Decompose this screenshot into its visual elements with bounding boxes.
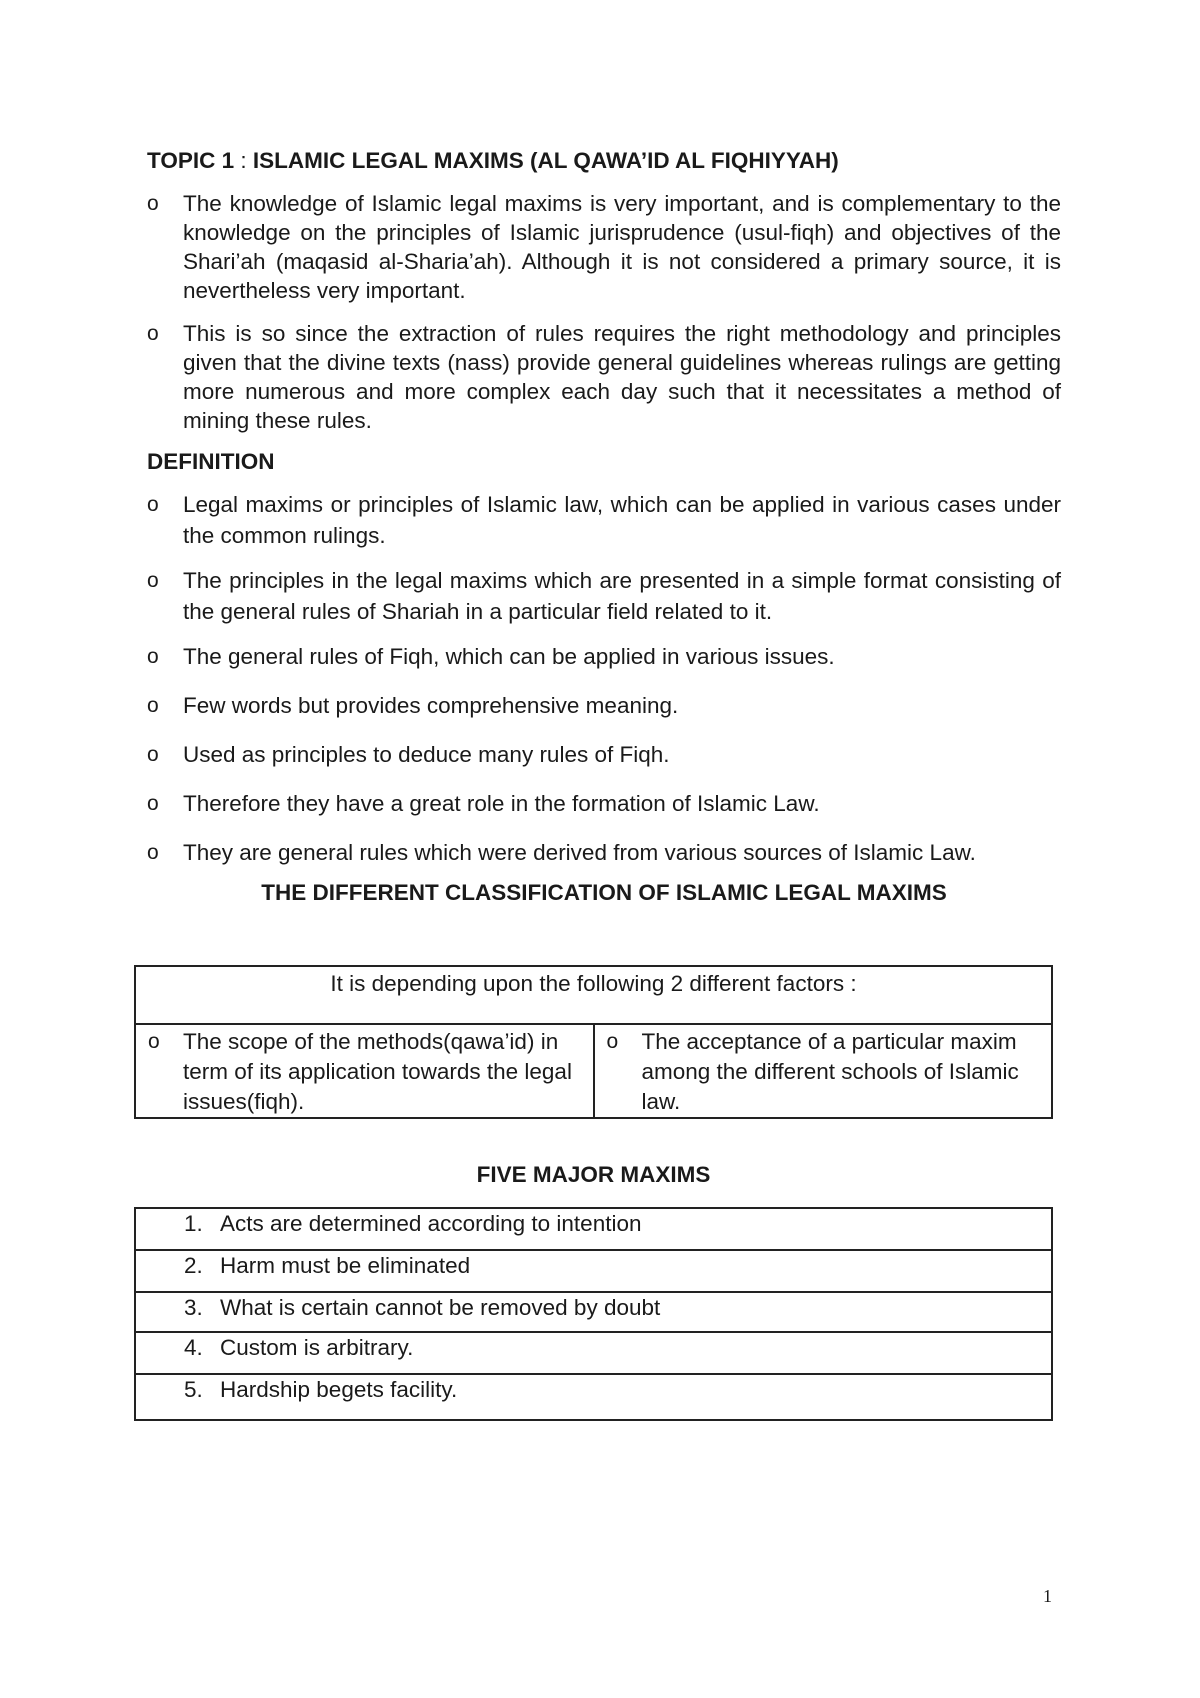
bullet-icon: o — [147, 569, 159, 592]
intro-list — [147, 189, 1061, 435]
factor-cell — [594, 1024, 1053, 1118]
maxim-cell — [135, 1250, 1052, 1292]
intro-item: o This is so since the extraction of rules requires the right methodology and principles given that the divine texts (nass) provide general guidelines whereas rulings are getting more numerous and more complex each day such that it necessitates a method of mining these rules. — [147, 321, 1061, 433]
factor-text: The acceptance of a particular maxim among the different schools of Islamic law. — [641, 1029, 1019, 1114]
maxim-text: Custom is arbitrary. — [220, 1335, 414, 1360]
classification-factors-row — [135, 1024, 1052, 1118]
definition-item: o Therefore they have a great role in the formation of Islamic Law. — [147, 788, 1061, 819]
maxim-number: 2. — [184, 1253, 203, 1278]
factor-text: The scope of the methods(qawa’id) in term of its application towards the legal issues(fiqh). — [183, 1029, 572, 1114]
definition-item: o Legal maxims or principles of Islamic law, which can be applied in various cases under the common rulings. — [147, 489, 1061, 551]
major-maxims-heading: FIVE MAJOR MAXIMS — [476, 1162, 711, 1187]
maxim-row — [135, 1332, 1052, 1374]
maxim-row — [135, 1374, 1052, 1420]
maxim-number: 5. — [184, 1377, 203, 1402]
page-number: 1 — [1043, 1586, 1052, 1606]
major-maxims-table — [134, 1207, 1053, 1421]
classification-header-row — [135, 966, 1052, 1024]
definition-item: o The general rules of Fiqh, which can be applied in various issues. — [147, 641, 1061, 672]
definition-item: o Few words but provides comprehensive meaning. — [147, 690, 1061, 721]
bullet-icon: o — [147, 694, 159, 717]
maxim-number: 3. — [184, 1295, 203, 1320]
bullet-icon: o — [147, 792, 159, 815]
classification-table — [134, 965, 1053, 1119]
topic-separator: : — [240, 148, 247, 173]
classification-header-cell: It is depending upon the following 2 different factors : — [135, 966, 1052, 1024]
maxim-cell — [135, 1208, 1052, 1250]
factor-cell — [135, 1024, 594, 1118]
definition-item: o Used as principles to deduce many rules of Fiqh. — [147, 739, 1061, 770]
maxim-text: Harm must be eliminated — [220, 1253, 471, 1278]
maxim-text: Hardship begets facility. — [220, 1377, 458, 1402]
bullet-icon: o — [147, 192, 159, 215]
main-content — [147, 146, 1061, 908]
intro-item: o The knowledge of Islamic legal maxims is very important, and is complementary to the knowledge on the principles of Islamic jurisprudence (usul-fiqh) and objectives of the Shari’ah (maqasid al-Sharia’ah). Although it is not considered a primary source, it is nevertheless very important. — [147, 191, 1061, 303]
bullet-icon: o — [147, 743, 159, 766]
classification-heading: THE DIFFERENT CLASSIFICATION OF ISLAMIC LEGAL MAXIMS — [261, 880, 947, 905]
maxim-cell — [135, 1374, 1052, 1420]
maxim-row — [135, 1208, 1052, 1250]
definition-item: o They are general rules which were derived from various sources of Islamic Law. — [147, 837, 1061, 868]
definition-heading: DEFINITION — [147, 449, 275, 474]
bullet-icon: o — [147, 645, 159, 668]
bullet-icon: o — [147, 841, 159, 864]
definition-list — [147, 489, 1061, 868]
maxim-number: 1. — [184, 1211, 203, 1236]
maxim-cell — [135, 1332, 1052, 1374]
definition-item: o The principles in the legal maxims which are presented in a simple format consisting of the general rules of Shariah in a particular field related to it. — [147, 565, 1061, 627]
bullet-icon: o — [606, 1030, 619, 1053]
maxim-cell — [135, 1292, 1052, 1332]
maxim-row — [135, 1292, 1052, 1332]
topic-title-text: ISLAMIC LEGAL MAXIMS (AL QAWA’ID AL FIQHIYYAH) — [252, 148, 839, 173]
topic-prefix: TOPIC 1 — [147, 148, 235, 173]
maxim-number: 4. — [184, 1335, 203, 1360]
maxim-row — [135, 1250, 1052, 1292]
maxim-text: What is certain cannot be removed by doubt — [220, 1295, 661, 1320]
bullet-icon: o — [147, 493, 159, 516]
bullet-icon: o — [148, 1030, 160, 1053]
bullet-icon: o — [147, 322, 159, 345]
topic-title — [147, 146, 1061, 176]
maxim-text: Acts are determined according to intention — [220, 1211, 642, 1236]
